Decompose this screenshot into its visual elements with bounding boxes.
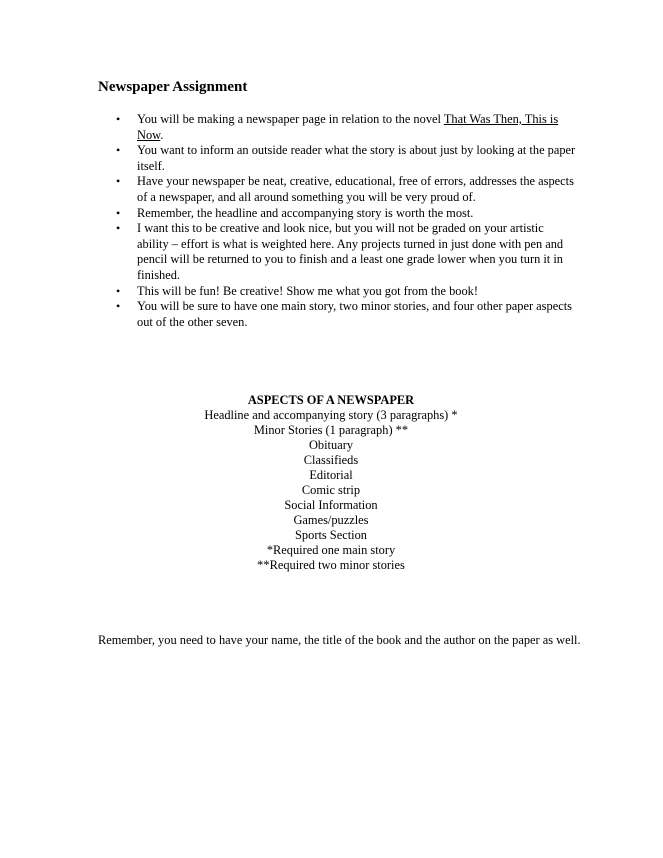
aspect-item: Minor Stories (1 paragraph) **: [253, 423, 409, 437]
list-item-text: You want to inform an outside reader what the story is about just by looking at the paper itself.: [137, 143, 576, 173]
required-note: *Required one main story: [266, 543, 396, 557]
aspect-item: Editorial: [309, 468, 353, 482]
list-item: [116, 299, 576, 330]
aspect-item: Games/puzzles: [293, 513, 369, 527]
aspect-item: Obituary: [308, 438, 354, 452]
list-item: [116, 206, 576, 222]
list-item-text: You will be sure to have one main story, two minor stories, and four other paper aspects out of the other seven.: [137, 299, 572, 329]
list-item-text: This will be fun! Be creative! Show me what you got from the book!: [137, 283, 479, 298]
bullet-icon: •: [116, 174, 121, 189]
aspect-item: Social Information: [284, 498, 378, 512]
list-item-text: .: [160, 127, 164, 142]
page-title: Newspaper Assignment: [98, 79, 248, 95]
list-item: [116, 143, 576, 174]
aspects-list: [131, 393, 531, 573]
aspect-item: Classifieds: [303, 453, 359, 467]
list-item-text: Have your newspaper be neat, creative, educational, free of errors, addresses the aspects of a newspaper, and all around something you will be very proud of.: [137, 174, 574, 204]
bullet-icon: •: [116, 112, 121, 126]
required-note: **Required two minor stories: [257, 558, 405, 572]
bullet-icon: •: [116, 205, 121, 220]
list-item-text: You will be making a newspaper page in relation to the novel: [137, 112, 444, 126]
list-item: [116, 221, 576, 283]
bullet-icon: •: [116, 283, 121, 298]
bullet-icon: •: [116, 143, 121, 158]
instructions-list: [116, 112, 576, 330]
aspect-item: Comic strip: [301, 483, 361, 497]
list-item-text: Remember, the headline and accompanying story is worth the most.: [137, 205, 474, 220]
novel-title: That Was Then, This is Now: [137, 112, 559, 142]
aspect-item: Headline and accompanying story (3 paragraphs) *: [204, 408, 458, 422]
aspect-item: Sports Section: [295, 528, 367, 542]
closing-reminder: Remember, you need to have your name, the title of the book and the author on the paper as well.: [98, 633, 581, 647]
bullet-icon: •: [116, 221, 121, 236]
list-item: [116, 284, 576, 300]
list-item: [116, 112, 576, 143]
list-item-text: I want this to be creative and look nice, but you will not be graded on your artistic ability – effort is what is weighted here. Any projects turned in just done with pen and pencil will be returned to you to finish and a least one grade lower when you turn it in finished.: [137, 221, 564, 282]
aspects-heading: ASPECTS OF A NEWSPAPER: [247, 393, 415, 407]
bullet-icon: •: [116, 299, 121, 314]
list-item: [116, 174, 576, 205]
